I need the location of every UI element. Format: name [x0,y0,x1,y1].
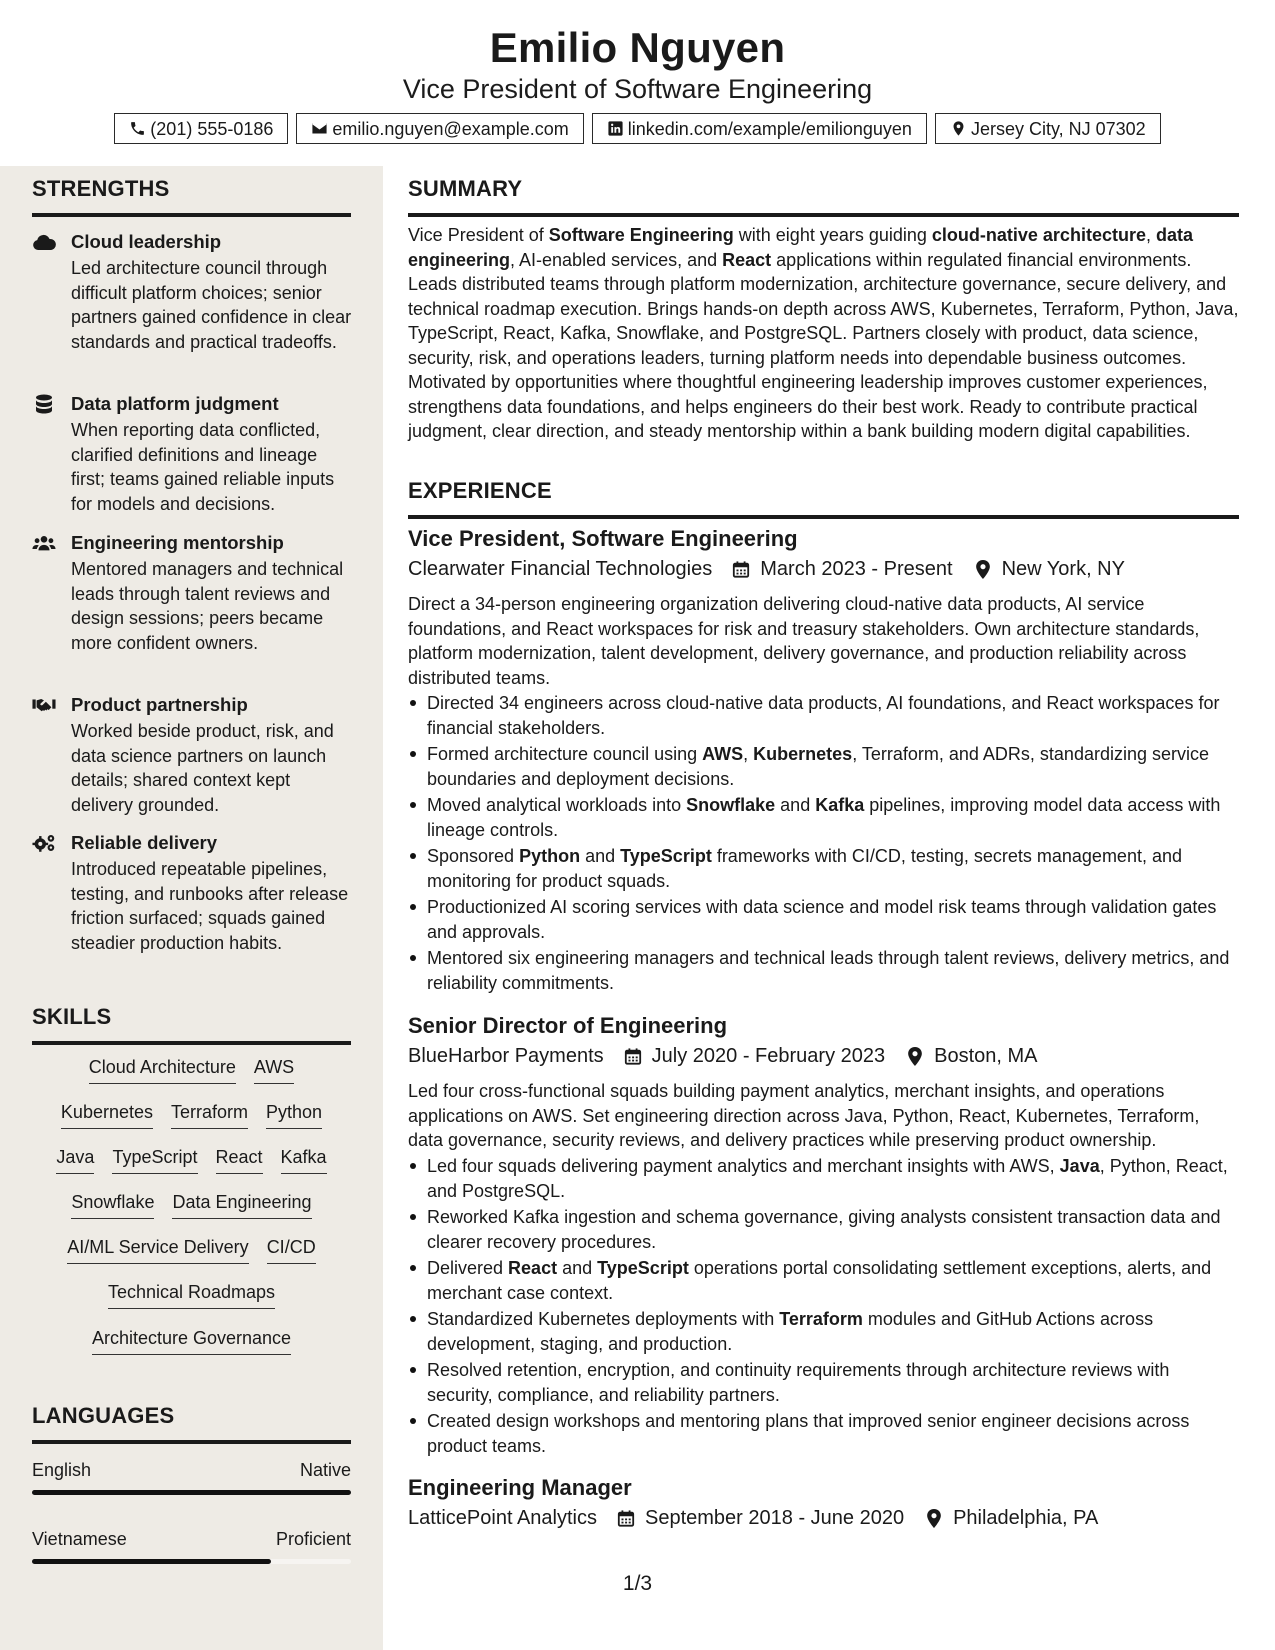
strengths-rule [32,213,351,217]
skill-tag: CI/CD [267,1235,316,1264]
strength-title: Product partnership [71,694,248,715]
strength-description: Introduced repeatable pipelines, testing, and runbooks after release friction surfaced; squads gained steadier production habits. [71,859,349,953]
summary-section [408,176,1239,444]
job-company: Clearwater Financial Technologies [408,558,713,580]
page-number: 1/3 [622,1572,653,1595]
job-description: Led four cross-functional squads building payment analytics, merchant insights, and operations applications on AWS. Set engineering direction across Java, Python, React, Kubernetes, Terraform, data governance, security reviews, and delivery practices while preserving product ownership. [408,1081,1200,1150]
job-bullets [408,691,1239,997]
job-bullet: Sponsored Python and TypeScript frameworks with CI/CD, testing, secrets management, and monitoring for product squads. [408,844,1239,893]
strength-title: Data platform judgment [71,393,279,414]
skill-tag: Snowflake [71,1190,154,1219]
map-pin-icon [907,1047,923,1066]
resume-header [0,0,1275,166]
strength-title: Reliable delivery [71,832,218,853]
contact-email[interactable] [296,113,583,144]
language-name: English [32,1460,92,1480]
strength-title: Engineering mentorship [71,532,284,553]
experience-header [408,478,1239,519]
skill-tag: Terraform [171,1100,248,1129]
job-bullet: Moved analytical workloads into Snowflake and Kafka pipelines, improving model data access with lineage controls. [408,793,1239,842]
languages-header [32,1403,351,1444]
job-dates: July 2020 - February 2023 [651,1045,886,1067]
skill-tag: Kubernetes [61,1100,153,1129]
language-name: Vietnamese [32,1529,127,1549]
skill-row [32,1280,351,1309]
skill-row [32,1145,351,1174]
job-location: Philadelphia, PA [953,1507,1099,1529]
strengths-heading: STRENGTHS [32,176,170,201]
skill-tag: AWS [254,1055,294,1084]
skill-tag: Kafka [281,1145,327,1174]
job-company: BlueHarbor Payments [408,1045,604,1067]
contact-phone[interactable] [114,113,288,144]
job-meta [408,556,1125,582]
job-role: Engineering Manager [408,1475,632,1500]
job-bullet: Resolved retention, encryption, and continuity requirements through architecture reviews with security, compliance, and reliability partners. [408,1358,1239,1407]
languages-heading: LANGUAGES [32,1403,175,1428]
map-pin-icon [950,120,967,137]
skill-tag: Data Engineering [172,1190,311,1219]
skill-tag: Technical Roadmaps [108,1280,275,1309]
job-bullet: Directed 34 engineers across cloud-native data products, AI foundations, and React workspaces for financial stakeholders. [408,691,1239,740]
skills-header [32,1004,351,1045]
job-bullet: Delivered React and TypeScript operations portal consolidating settlement exceptions, alerts, and merchant case context. [408,1256,1239,1305]
languages-rule [32,1440,351,1444]
language-proficiency-fill [32,1490,351,1495]
database-icon [32,394,56,414]
job-location: New York, NY [1001,558,1125,580]
job-description: Direct a 34-person engineering organization delivering cloud-native data products, AI service foundations, and React workspaces for risk and treasury stakeholders. Own architecture standards, platform modernization, talent development, delivery governance, and production reliability across distributed teams. [408,594,1200,688]
job-role: Vice President, Software Engineering [408,526,798,551]
skill-tag: Python [266,1100,322,1129]
skill-row [32,1100,351,1129]
job-meta [408,1043,1038,1069]
contact-linkedin[interactable] [592,113,927,144]
job-location: Boston, MA [934,1045,1038,1067]
skill-tag: AI/ML Service Delivery [67,1235,248,1264]
handshake-icon [32,695,56,715]
job-role: Senior Director of Engineering [408,1013,728,1038]
phone-icon [129,120,146,137]
job-dates: September 2018 - June 2020 [645,1507,905,1529]
location-text: Jersey City, NJ 07302 [970,118,1146,139]
skill-row [32,1055,351,1084]
job-bullets [408,1154,1239,1460]
strength-description: When reporting data conflicted, clarified definitions and lineage first; teams gained reliable inputs for models and decisions. [71,420,335,514]
job-bullet: Standardized Kubernetes deployments with Terraform modules and GitHub Actions across development, staging, and production. [408,1307,1239,1356]
skill-row [32,1190,351,1219]
job-meta [408,1505,1098,1531]
language-proficiency-bar [32,1559,351,1564]
skills-rule [32,1041,351,1045]
experience-heading: EXPERIENCE [408,478,552,503]
strength-description: Led architecture council through difficult platform choices; senior partners gained confidence in clear standards and practical tradeoffs. [71,258,352,352]
gears-icon [32,833,56,853]
experience-rule [408,515,1239,519]
linkedin-icon [607,120,624,137]
skill-tag: Architecture Governance [92,1326,291,1355]
linkedin-text: linkedin.com/example/emilionguyen [627,118,912,139]
job-dates: March 2023 - Present [760,558,953,580]
phone-text: (201) 555-0186 [150,118,274,139]
job-bullet: Formed architecture council using AWS, Kubernetes, Terraform, and ADRs, standardizing service boundaries and deployment decisions. [408,742,1239,791]
summary-rule [408,213,1239,217]
email-text: emilio.nguyen@example.com [332,118,569,139]
skill-tag: Cloud Architecture [89,1055,236,1084]
candidate-title: Vice President of Software Engineering [402,74,873,104]
contact-location[interactable] [935,113,1161,144]
envelope-icon [311,120,328,137]
strength-description: Worked beside product, risk, and data science partners on launch details; shared context kept delivery grounded. [71,721,334,815]
job-company: LatticePoint Analytics [408,1507,597,1529]
users-icon [32,533,56,553]
job-bullet: Led four squads delivering payment analytics and merchant insights with AWS, Java, Python, React, and PostgreSQL. [408,1154,1239,1203]
job-bullet: Reworked Kafka ingestion and schema governance, giving analysts consistent transaction data and clearer recovery procedures. [408,1205,1239,1254]
calendar-icon [624,1047,642,1066]
cloud-icon [32,232,56,252]
candidate-name: Emilio Nguyen [489,24,786,71]
job-bullet: Productionized AI scoring services with data science and model risk teams through validation gates and approvals. [408,895,1239,944]
strength-title: Cloud leadership [71,231,222,252]
language-level: Native [299,1460,351,1480]
skills-heading: SKILLS [32,1004,112,1029]
skill-row [32,1235,351,1264]
language-proficiency-bar [32,1490,351,1495]
skill-tag: TypeScript [112,1145,197,1174]
skill-row [32,1326,351,1355]
strength-description: Mentored managers and technical leads through talent reviews and design sessions; peers became more confident owners. [71,559,344,653]
summary-heading: SUMMARY [408,176,523,201]
calendar-icon [732,560,750,579]
strengths-header [32,176,351,217]
calendar-icon [617,1509,635,1528]
skill-tag: Java [56,1145,94,1174]
map-pin-icon [926,1509,942,1528]
summary-text: Vice President of Software Engineering with eight years guiding cloud-native architecture, data engineering, AI-enabled services, and React applications within regulated financial environments. Leads distributed teams through platform modernization, architecture governance, secure delivery, and technical roadmap execution. Brings hands-on depth across AWS, Kubernetes, Terraform, Python, Java, TypeScript, React, Kafka, Snowflake, and PostgreSQL. Partners closely with product, data science, security, risk, and operations leaders, turning platform needs into dependable business outcomes. Motivated by opportunities where thoughtful engineering leadership improves customer experiences, strengthens data foundations, and helps engineers do their best work. Ready to contribute practical judgment, clear direction, and steady mentorship within a bank building modern digital capabilities. [408,225,1239,441]
contact-bar [0,113,1275,144]
language-proficiency-fill [32,1559,271,1564]
language-level: Proficient [275,1529,351,1549]
job-bullet: Mentored six engineering managers and technical leads through talent reviews, delivery metrics, and reliability commitments. [408,946,1239,995]
map-pin-icon [975,560,991,579]
skill-tag: React [216,1145,263,1174]
job-bullet: Created design workshops and mentoring plans that improved senior engineer decisions across product teams. [408,1409,1239,1458]
